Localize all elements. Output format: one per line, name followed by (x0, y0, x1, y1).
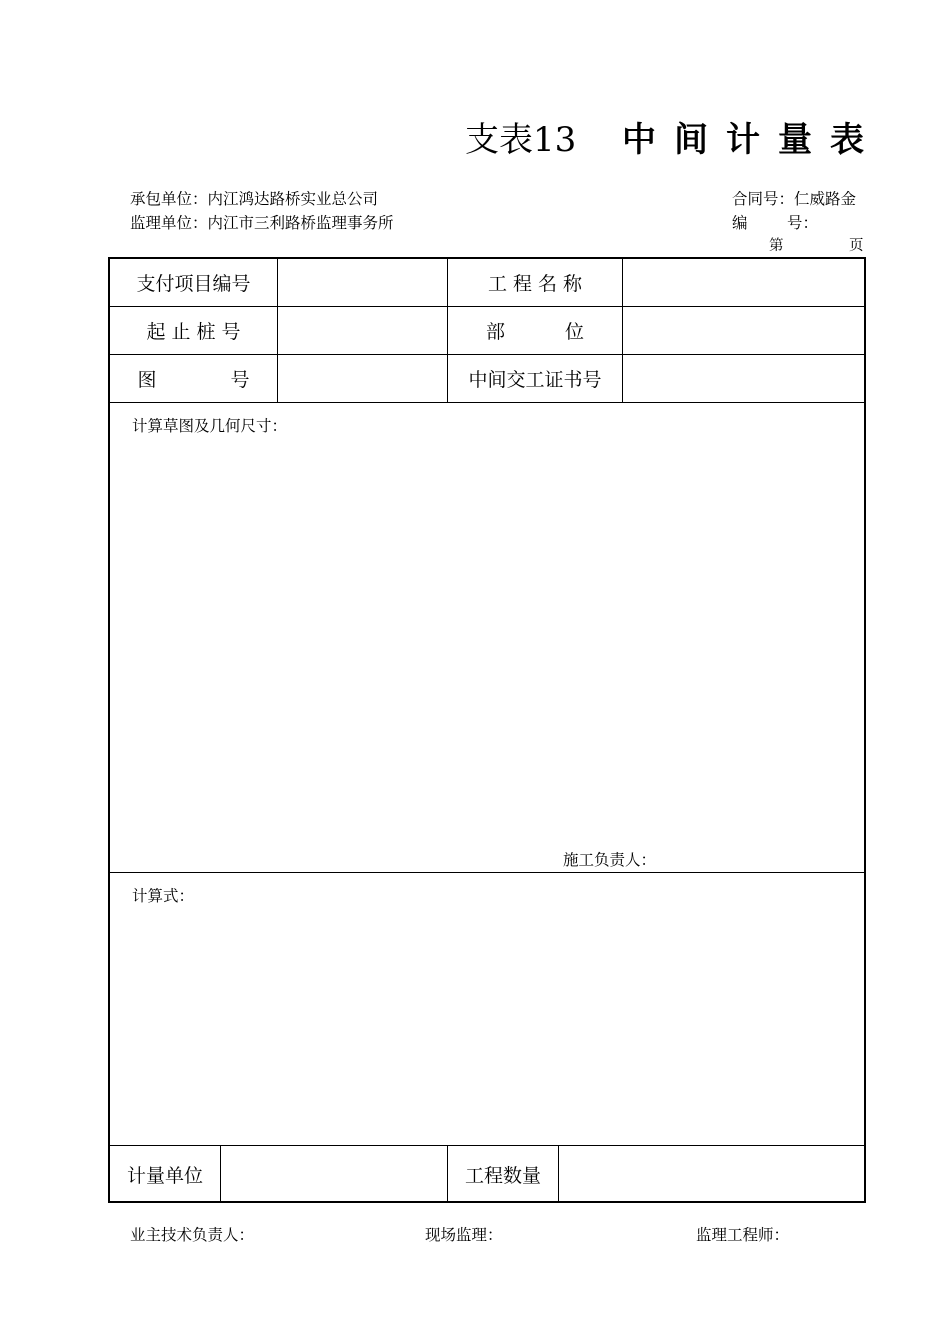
station-range-field[interactable] (278, 307, 447, 354)
formula-area[interactable] (110, 904, 866, 1140)
location-label (448, 307, 622, 354)
form-code: 支表13 (465, 120, 577, 160)
drawing-number-field[interactable] (278, 355, 447, 402)
location-label-part2: 位 (565, 321, 585, 343)
serial-number-label: 编 (732, 214, 748, 232)
interim-certificate-number-field[interactable] (623, 355, 866, 402)
measurement-unit-field[interactable] (221, 1146, 447, 1203)
sketch-area[interactable] (110, 434, 866, 844)
measurement-form (108, 257, 866, 1203)
contract-number: 合同号：仁威路金 (732, 190, 857, 208)
supervisor-unit: 监理单位：内江市三利路桥监理事务所 (130, 214, 394, 232)
page-title: 中间计量表 (622, 120, 882, 160)
formula-section-label: 计算式： (132, 887, 195, 905)
supervising-engineer-signature-label: 监理工程师： (696, 1226, 790, 1244)
location-label-part1: 部 (485, 321, 505, 343)
payment-item-number-field[interactable] (278, 259, 447, 306)
serial-number-label-suffix: 号： (787, 214, 819, 232)
payment-item-number-label: 支付项目编号 (136, 273, 251, 295)
project-name-label: 工 程 名 称 (487, 273, 583, 295)
location-field[interactable] (623, 307, 866, 354)
work-quantity-label: 工程数量 (464, 1165, 541, 1187)
site-supervisor-signature-label: 现场监理： (425, 1226, 503, 1244)
drawing-number-label (110, 355, 277, 402)
row-divider (110, 872, 864, 873)
sketch-section-label: 计算草图及几何尺寸： (132, 417, 288, 435)
project-name-field[interactable] (623, 259, 866, 306)
drawing-number-label-part2: 号 (230, 369, 250, 391)
station-range-label: 起 止 桩 号 (146, 321, 241, 343)
work-quantity-field[interactable] (559, 1146, 866, 1203)
row-divider (110, 402, 864, 403)
measurement-unit-label: 计量单位 (126, 1165, 203, 1187)
page-label-prefix: 第 (769, 238, 784, 254)
interim-certificate-number-label: 中间交工证书号 (468, 369, 602, 391)
construction-lead-label: 施工负责人： (563, 851, 657, 869)
contractor-unit: 承包单位：内江鸿达路桥实业总公司 (130, 190, 379, 208)
page-label-suffix: 页 (849, 238, 864, 254)
owner-tech-lead-signature-label: 业主技术负责人： (130, 1226, 255, 1244)
drawing-number-label-part1: 图 (137, 369, 157, 391)
